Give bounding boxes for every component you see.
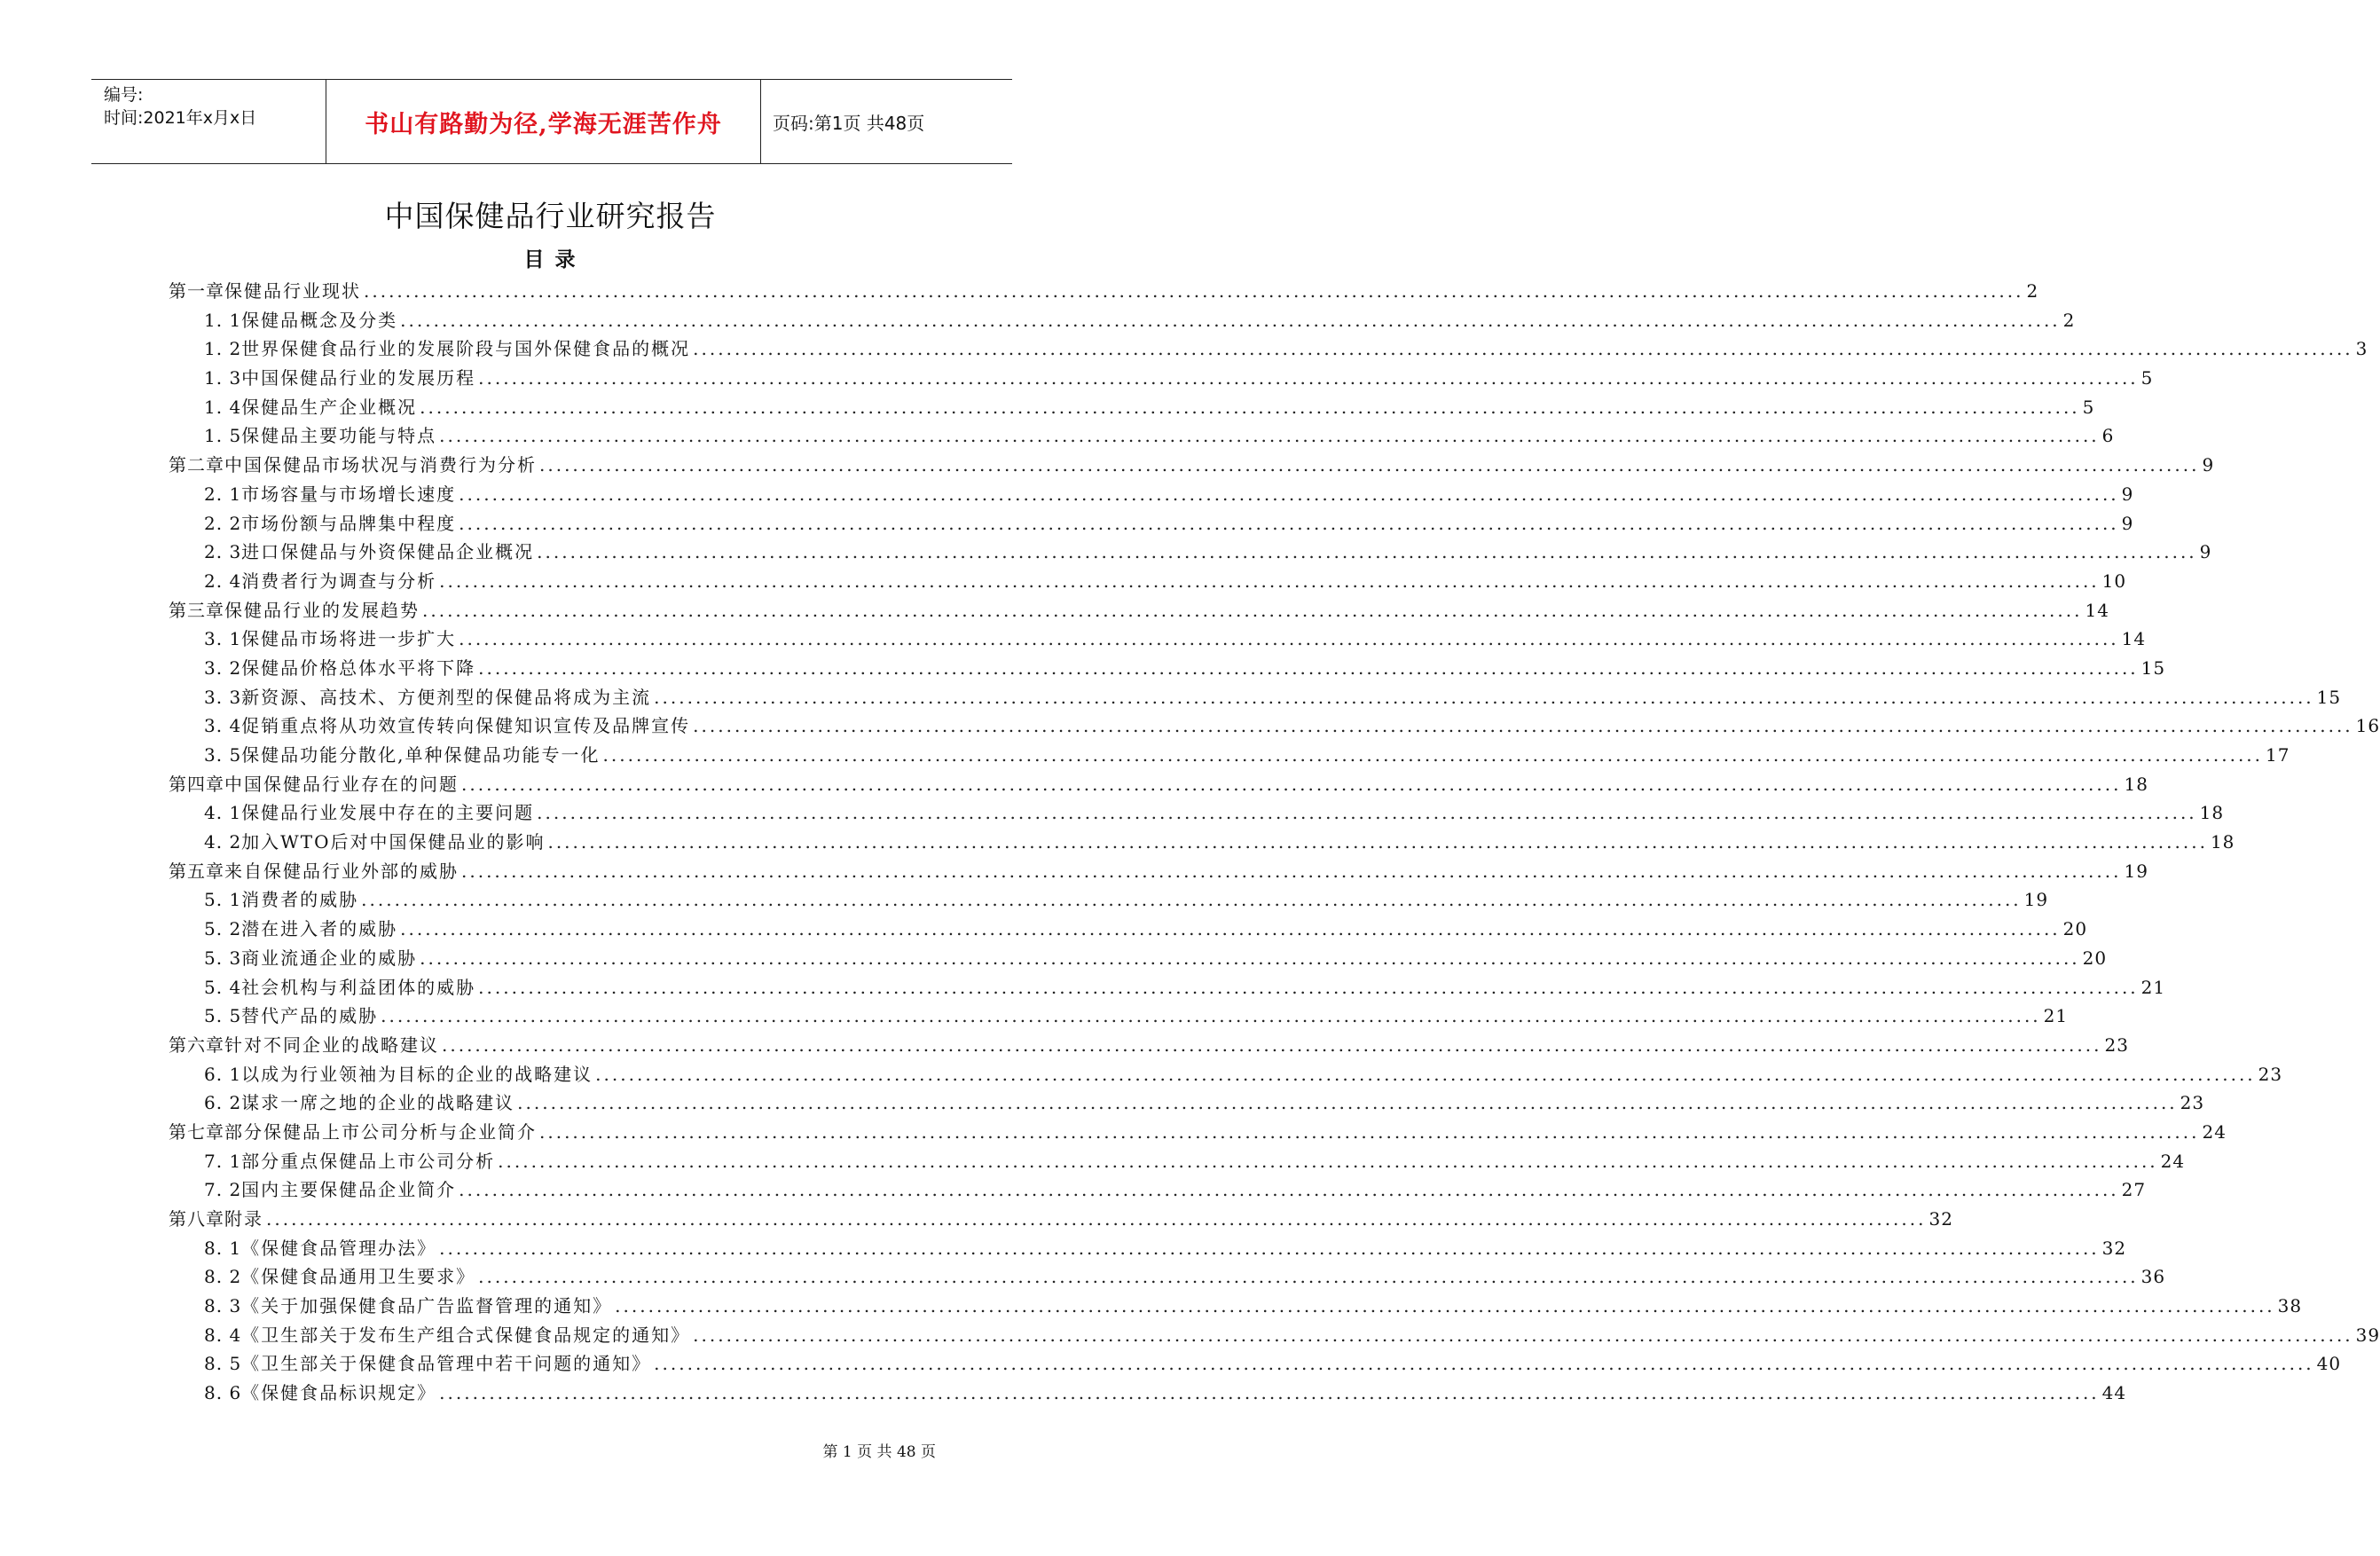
toc-dot-leader: ........................................................................................................................................................................................................: [478, 976, 2139, 998]
toc-section-entry[interactable]: [169, 1292, 2303, 1321]
toc-entry-number: 8. 2: [204, 1266, 242, 1288]
toc-entry-title: 保健品价格总体水平将下降: [241, 656, 476, 679]
toc-dot-leader: ........................................................................................................................................................................................................: [459, 628, 2119, 650]
toc-entry-title: 消费者的威胁: [241, 889, 359, 911]
toc-dot-leader: ........................................................................................................................................................................................................: [537, 802, 2197, 824]
toc-entry-page: 15: [2140, 656, 2166, 679]
toc-heading: 目 录: [523, 248, 577, 271]
toc-dot-leader: ........................................................................................................................................................................................................: [517, 1092, 2178, 1114]
toc-entry-number: 3. 4: [204, 715, 242, 737]
document-number-label: 编号:: [104, 85, 144, 105]
toc-entry-number: 8. 6: [204, 1382, 242, 1404]
toc-dot-leader: ........................................................................................................................................................................................................: [439, 1237, 2100, 1259]
toc-section-entry[interactable]: [169, 1147, 2186, 1176]
toc-entry-page: 23: [2180, 1092, 2205, 1114]
toc-entry-page: 23: [2104, 1033, 2129, 1056]
toc-entry-title: 促销重点将从功效宣传转向保健知识宣传及品牌宣传: [241, 715, 691, 737]
toc-entry-page: 21: [2043, 1005, 2069, 1027]
toc-entry-number: 第四章: [169, 773, 224, 795]
toc-dot-leader: ........................................................................................................................................................................................................: [459, 483, 2119, 505]
toc-entry-page: 14: [2085, 599, 2109, 621]
toc-section-entry[interactable]: [169, 306, 2076, 335]
toc-entry-page: 21: [2140, 976, 2166, 998]
toc-section-entry[interactable]: [169, 711, 2380, 741]
toc-chapter-entry[interactable]: [169, 770, 2148, 799]
document-time-label: 时间:2021年x月x日: [104, 108, 257, 128]
toc-entry-page: 36: [2140, 1266, 2166, 1288]
toc-entry-title: 世界保健食品行业的发展阶段与国外保健食品的概况: [241, 338, 691, 360]
toc-entry-number: 1. 4: [204, 396, 242, 418]
toc-entry-number: 3. 2: [204, 656, 242, 679]
toc-entry-number: 5. 3: [204, 947, 242, 969]
toc-entry-title: 以成为行业领袖为目标的企业的战略建议: [241, 1063, 593, 1085]
toc-entry-number: 第五章: [169, 860, 224, 882]
toc-entry-title: 部分保健品上市公司分析与企业简介: [224, 1120, 537, 1143]
header-motto: 书山有路勤为径,学海无涯苦作舟: [365, 110, 722, 138]
toc-section-entry[interactable]: [169, 421, 2115, 451]
toc-dot-leader: ........................................................................................................................................................................................................: [498, 1150, 2158, 1172]
toc-dot-leader: ........................................................................................................................................................................................................: [539, 454, 2200, 476]
toc-entry-page: 9: [2121, 512, 2134, 534]
toc-section-entry[interactable]: [169, 1321, 2380, 1350]
toc-dot-leader: ........................................................................................................................................................................................................: [547, 831, 2208, 853]
toc-chapter-entry[interactable]: [169, 1205, 1953, 1234]
toc-entry-title: 附录: [224, 1208, 263, 1230]
toc-entry-page: 15: [2316, 686, 2342, 708]
toc-entry-page: 20: [2082, 947, 2108, 969]
toc-entry-page: 39: [2355, 1324, 2380, 1346]
toc-entry-title: 社会机构与利益团体的威胁: [241, 976, 476, 998]
toc-entry-title: 《卫生部关于保健食品管理中若干问题的通知》: [241, 1353, 652, 1375]
toc-dot-leader: ........................................................................................................................................................................................................: [654, 686, 2314, 708]
toc-entry-page: 10: [2101, 570, 2127, 592]
toc-entry-page: 5: [2082, 396, 2095, 418]
toc-entry-title: 来自保健品行业外部的威胁: [224, 860, 459, 882]
toc-section-entry[interactable]: [169, 334, 2368, 364]
toc-section-entry[interactable]: [169, 885, 2049, 915]
toc-entry-number: 7. 1: [204, 1150, 242, 1172]
toc-entry-page: 32: [2101, 1237, 2127, 1259]
toc-entry-page: 2: [2062, 309, 2076, 331]
toc-dot-leader: ........................................................................................................................................................................................................: [693, 338, 2353, 360]
toc-entry-number: 第二章: [169, 454, 224, 476]
toc-entry-title: 保健品行业发展中存在的主要问题: [241, 802, 535, 824]
page-header: [91, 79, 1012, 164]
toc-section-entry[interactable]: [169, 683, 2342, 712]
toc-section-entry[interactable]: [169, 1379, 2127, 1408]
toc-section-entry[interactable]: [169, 1349, 2342, 1379]
toc-entry-page: 44: [2101, 1382, 2127, 1404]
toc-entry-page: 19: [2124, 860, 2148, 882]
toc-entry-page: 5: [2140, 367, 2154, 389]
toc-dot-leader: ........................................................................................................................................................................................................: [439, 425, 2100, 447]
toc-entry-title: 保健品行业现状: [224, 280, 361, 302]
toc-section-entry[interactable]: [169, 509, 2134, 538]
toc-entry-number: 1. 5: [204, 425, 242, 447]
toc-entry-title: 消费者行为调查与分析: [241, 570, 437, 592]
toc-entry-title: 保健品生产企业概况: [241, 396, 418, 418]
toc-entry-title: 保健品市场将进一步扩大: [241, 628, 457, 650]
toc-section-entry[interactable]: [169, 798, 2225, 828]
toc-entry-page: 9: [2121, 483, 2134, 505]
toc-section-entry[interactable]: [169, 973, 2166, 1002]
toc-entry-title: 中国保健品市场状况与消费行为分析: [224, 454, 537, 476]
toc-section-entry[interactable]: [169, 1060, 2283, 1089]
toc-entry-page: 18: [2210, 831, 2235, 853]
toc-entry-page: 40: [2316, 1353, 2342, 1375]
toc-entry-number: 3. 1: [204, 628, 242, 650]
toc-section-entry[interactable]: [169, 1175, 2147, 1205]
toc-entry-number: 5. 2: [204, 918, 242, 940]
toc-entry-number: 8. 5: [204, 1353, 242, 1375]
toc-entry-title: 商业流通企业的威胁: [241, 947, 418, 969]
toc-entry-number: 3. 5: [204, 744, 242, 766]
toc-section-entry[interactable]: [169, 654, 2166, 683]
toc-entry-title: 保健品主要功能与特点: [241, 425, 437, 447]
toc-entry-title: 潜在进入者的威胁: [241, 918, 398, 940]
toc-entry-title: 替代产品的威胁: [241, 1005, 379, 1027]
toc-dot-leader: ........................................................................................................................................................................................................: [400, 918, 2061, 940]
toc-dot-leader: ........................................................................................................................................................................................................: [439, 570, 2100, 592]
toc-dot-leader: ........................................................................................................................................................................................................: [595, 1063, 2256, 1085]
toc-section-entry[interactable]: [169, 567, 2127, 596]
toc-chapter-entry[interactable]: [169, 1118, 2227, 1147]
toc-entry-page: 16: [2355, 715, 2380, 737]
toc-entry-number: 第三章: [169, 599, 224, 621]
page-footer: 第 1 页 共 48 页: [822, 1443, 936, 1461]
toc-dot-leader: ........................................................................................................................................................................................................: [420, 396, 2080, 418]
toc-entry-title: 国内主要保健品企业简介: [241, 1179, 457, 1201]
toc-section-entry[interactable]: [169, 1234, 2127, 1263]
header-meta: [104, 83, 326, 130]
toc-entry-title: 谋求一席之地的企业的战略建议: [241, 1092, 515, 1114]
toc-dot-leader: ........................................................................................................................................................................................................: [459, 512, 2119, 534]
toc-entry-title: 《保健食品标识规定》: [241, 1382, 437, 1404]
toc-entry-page: 9: [2202, 454, 2215, 476]
toc-section-entry[interactable]: [169, 1262, 2166, 1292]
toc-dot-leader: ........................................................................................................................................................................................................: [400, 309, 2061, 331]
toc-dot-leader: ........................................................................................................................................................................................................: [693, 1324, 2353, 1346]
toc-entry-number: 1. 2: [204, 338, 242, 360]
toc-entry-title: 《关于加强保健食品广告监督管理的通知》: [241, 1295, 613, 1317]
toc-entry-title: 加入WTO后对中国保健品业的影响: [241, 831, 546, 853]
document-title: 中国保健品行业研究报告: [384, 199, 717, 233]
toc-chapter-entry[interactable]: [169, 596, 2109, 625]
toc-entry-page: 20: [2062, 918, 2088, 940]
toc-dot-leader: ........................................................................................................................................................................................................: [361, 889, 2022, 911]
toc-entry-title: 保健品功能分散化,单种保健品功能专一化: [241, 744, 601, 766]
toc-dot-leader: ........................................................................................................................................................................................................: [693, 715, 2353, 737]
toc-entry-title: 《保健食品管理办法》: [241, 1237, 437, 1259]
toc-section-entry[interactable]: [169, 480, 2134, 509]
toc-entry-title: 部分重点保健品上市公司分析: [241, 1150, 496, 1172]
toc-chapter-entry[interactable]: [169, 277, 2039, 306]
toc-dot-leader: ........................................................................................................................................................................................................: [381, 1005, 2041, 1027]
toc-entry-number: 8. 3: [204, 1295, 242, 1317]
toc-section-entry[interactable]: [169, 1002, 2069, 1031]
toc-entry-number: 6. 1: [204, 1063, 242, 1085]
header-divider: [760, 80, 761, 163]
toc-section-entry[interactable]: [169, 915, 2088, 944]
toc-entry-number: 1. 1: [204, 309, 242, 331]
toc-entry-page: 14: [2121, 628, 2147, 650]
toc-entry-page: 2: [2026, 280, 2039, 302]
toc-entry-number: 第一章: [169, 280, 224, 302]
toc-entry-page: 23: [2258, 1063, 2283, 1085]
toc-dot-leader: ........................................................................................................................................................................................................: [420, 947, 2080, 969]
toc-entry-title: 保健品概念及分类: [241, 309, 398, 331]
toc-section-entry[interactable]: [169, 828, 2235, 857]
toc-entry-number: 2. 2: [204, 512, 242, 534]
toc-entry-number: 8. 4: [204, 1324, 242, 1346]
toc-entry-title: 新资源、高技术、方便剂型的保健品将成为主流: [241, 686, 652, 708]
toc-entry-number: 5. 4: [204, 976, 242, 998]
toc-entry-title: 《保健食品通用卫生要求》: [241, 1266, 476, 1288]
toc-section-entry[interactable]: [169, 944, 2108, 973]
toc-entry-number: 4. 1: [204, 802, 242, 824]
toc-dot-leader: ........................................................................................................................................................................................................: [654, 1353, 2314, 1375]
toc-dot-leader: ........................................................................................................................................................................................................: [459, 1179, 2119, 1201]
toc-entry-page: 9: [2199, 541, 2212, 563]
toc-dot-leader: ........................................................................................................................................................................................................: [422, 599, 2083, 621]
toc-entry-page: 24: [2202, 1120, 2227, 1143]
toc-section-entry[interactable]: [169, 1088, 2205, 1118]
toc-entry-number: 2. 1: [204, 483, 242, 505]
toc-dot-leader: ........................................................................................................................................................................................................: [461, 773, 2122, 795]
toc-dot-leader: ........................................................................................................................................................................................................: [266, 1208, 1927, 1230]
toc-dot-leader: ........................................................................................................................................................................................................: [539, 1120, 2200, 1143]
toc-chapter-entry[interactable]: [169, 857, 2148, 886]
table-of-contents: [169, 277, 2380, 1408]
toc-entry-page: 3: [2355, 338, 2368, 360]
toc-entry-number: 5. 1: [204, 889, 242, 911]
toc-entry-page: 6: [2101, 425, 2115, 447]
toc-entry-title: 《卫生部关于发布生产组合式保健食品规定的通知》: [241, 1324, 691, 1346]
toc-chapter-entry[interactable]: [169, 451, 2215, 480]
toc-dot-leader: ........................................................................................................................................................................................................: [439, 1382, 2100, 1404]
toc-entry-title: 市场份额与品牌集中程度: [241, 512, 457, 534]
toc-entry-page: 18: [2199, 802, 2225, 824]
toc-section-entry[interactable]: [169, 741, 2290, 770]
toc-section-entry[interactable]: [169, 393, 2095, 422]
toc-entry-number: 3. 3: [204, 686, 242, 708]
toc-entry-page: 32: [1928, 1208, 1953, 1230]
toc-entry-number: 6. 2: [204, 1092, 242, 1114]
toc-entry-number: 8. 1: [204, 1237, 242, 1259]
toc-entry-page: 18: [2124, 773, 2148, 795]
toc-section-entry[interactable]: [169, 538, 2212, 567]
toc-entry-number: 4. 2: [204, 831, 242, 853]
toc-dot-leader: ........................................................................................................................................................................................................: [364, 280, 2024, 302]
toc-entry-title: 市场容量与市场增长速度: [241, 483, 457, 505]
toc-dot-leader: ........................................................................................................................................................................................................: [478, 656, 2139, 679]
toc-dot-leader: ........................................................................................................................................................................................................: [478, 1266, 2139, 1288]
toc-entry-page: 17: [2266, 744, 2290, 766]
toc-entry-page: 38: [2277, 1295, 2303, 1317]
toc-entry-number: 1. 3: [204, 367, 242, 389]
toc-dot-leader: ........................................................................................................................................................................................................: [442, 1033, 2102, 1056]
toc-entry-page: 24: [2160, 1150, 2186, 1172]
toc-dot-leader: ........................................................................................................................................................................................................: [537, 541, 2197, 563]
toc-entry-title: 中国保健品行业的发展历程: [241, 367, 476, 389]
toc-dot-leader: ........................................................................................................................................................................................................: [478, 367, 2139, 389]
toc-entry-number: 第六章: [169, 1033, 224, 1056]
toc-chapter-entry[interactable]: [169, 1031, 2129, 1060]
toc-entry-title: 保健品行业的发展趋势: [224, 599, 420, 621]
toc-entry-page: 19: [2023, 889, 2049, 911]
toc-entry-number: 2. 4: [204, 570, 242, 592]
toc-section-entry[interactable]: [169, 364, 2154, 393]
toc-entry-page: 27: [2121, 1179, 2147, 1201]
toc-entry-title: 进口保健品与外资保健品企业概况: [241, 541, 535, 563]
toc-dot-leader: ........................................................................................................................................................................................................: [615, 1295, 2275, 1317]
toc-dot-leader: ........................................................................................................................................................................................................: [461, 860, 2122, 882]
toc-entry-number: 第七章: [169, 1120, 224, 1143]
toc-entry-title: 中国保健品行业存在的问题: [224, 773, 459, 795]
toc-entry-number: 2. 3: [204, 541, 242, 563]
toc-dot-leader: ........................................................................................................................................................................................................: [602, 744, 2264, 766]
toc-entry-number: 5. 5: [204, 1005, 242, 1027]
toc-entry-number: 第八章: [169, 1208, 224, 1230]
toc-section-entry[interactable]: [169, 625, 2147, 654]
toc-entry-title: 针对不同企业的战略建议: [224, 1033, 439, 1056]
toc-entry-number: 7. 2: [204, 1179, 242, 1201]
header-page-info: 页码:第1页 共48页: [773, 112, 925, 134]
